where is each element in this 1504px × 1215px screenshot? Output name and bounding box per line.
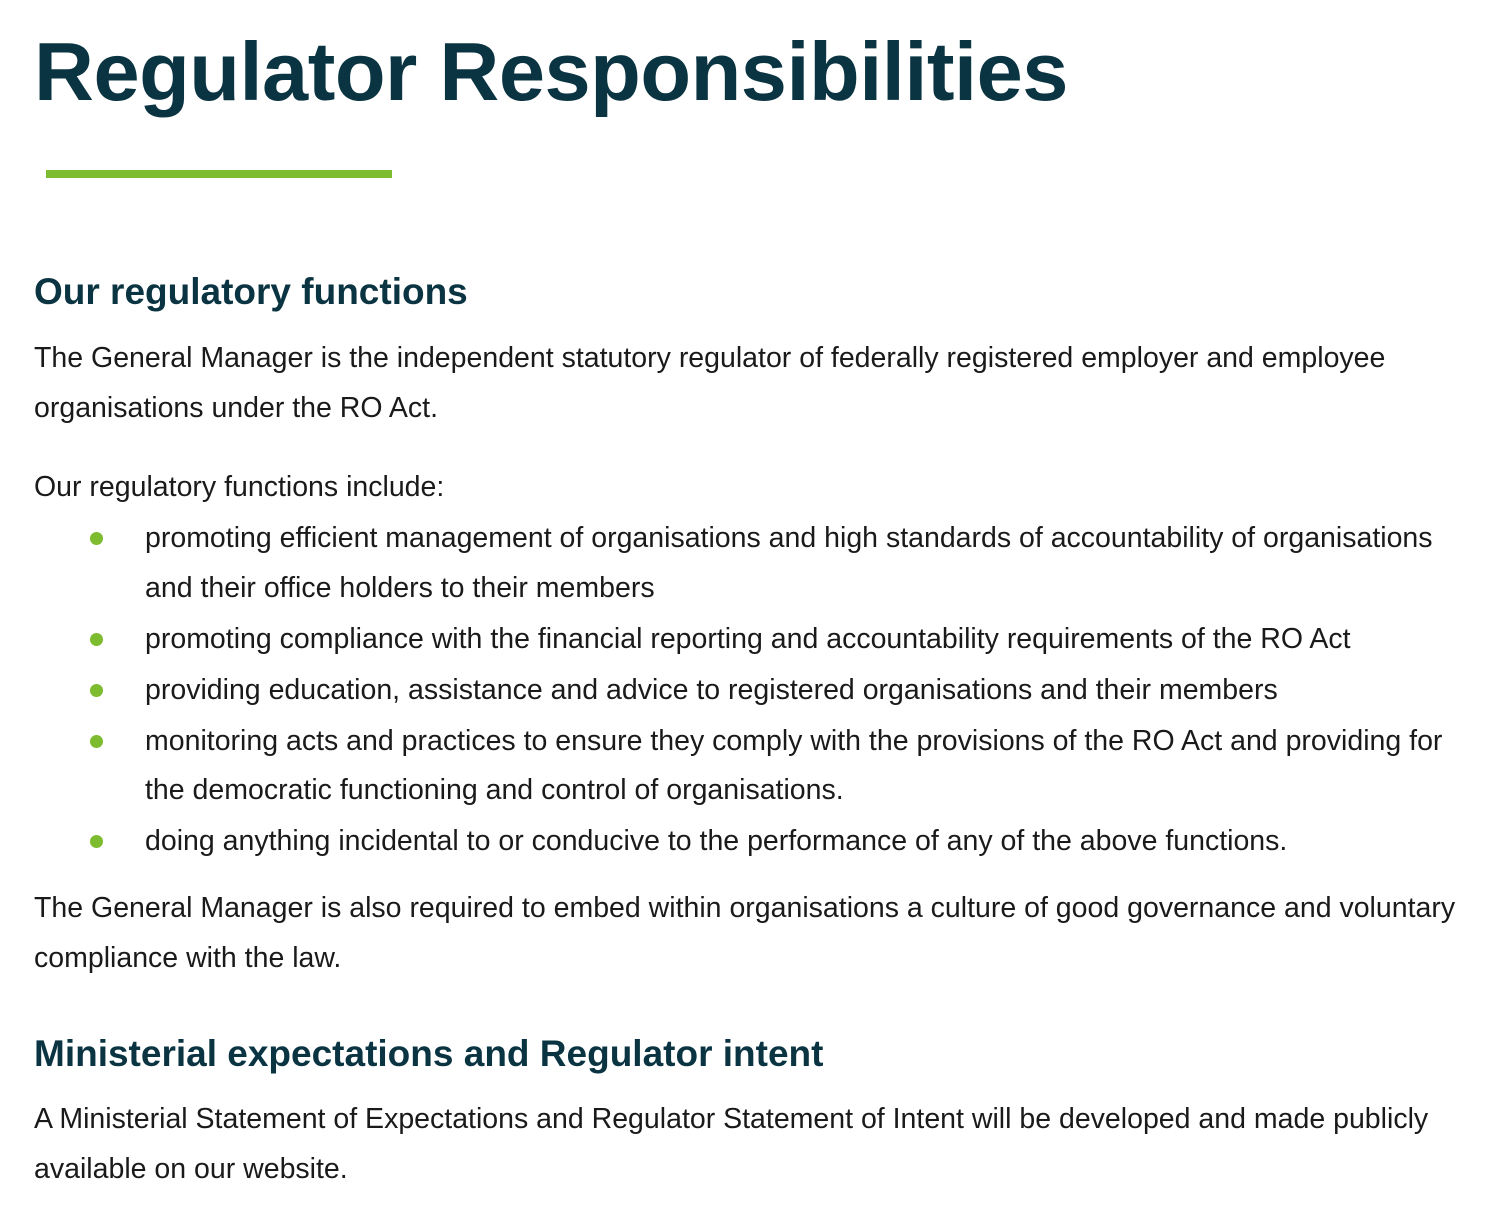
page-title: Regulator Responsibilities [34, 25, 1068, 118]
ministerial-paragraph: A Ministerial Statement of Expectations and Regulator Statement of Intent will be developed and made publicly available on our website. [34, 1103, 1429, 1185]
list-item [34, 666, 1484, 716]
bullet-icon [90, 532, 103, 545]
bullet-icon [90, 633, 103, 646]
section-heading-ministerial-expectations: Ministerial expectations and Regulator intent [34, 1033, 824, 1074]
list-item-text: providing education, assistance and advice to registered organisations and their members [145, 673, 1278, 706]
list-item-text: promoting compliance with the financial reporting and accountability requirements of the RO Act [145, 622, 1351, 655]
functions-list [34, 514, 1484, 868]
title-underline [46, 170, 392, 178]
list-item [34, 615, 1484, 665]
list-item-text: monitoring acts and practices to ensure they comply with the provisions of the RO Act and providing for the democratic functioning and control of organisations. [145, 724, 1443, 806]
list-intro: Our regulatory functions include: [34, 471, 445, 503]
list-item [34, 514, 1484, 613]
list-item [34, 817, 1484, 867]
intro-paragraph: The General Manager is the independent statutory regulator of federally registered employer and employee organisations under the RO Act. [34, 342, 1386, 424]
closing-paragraph: The General Manager is also required to embed within organisations a culture of good governance and voluntary compliance with the law. [34, 892, 1456, 974]
list-item-text: promoting efficient management of organisations and high standards of accountability of organisations and their office holders to their members [145, 522, 1433, 604]
list-item-text: doing anything incidental to or conducive to the performance of any of the above functions. [145, 825, 1288, 857]
bullet-icon [90, 735, 103, 748]
document-page [34, 0, 1484, 1185]
section-heading-regulatory-functions: Our regulatory functions [34, 271, 468, 312]
bullet-icon [90, 835, 103, 848]
list-item [34, 717, 1484, 816]
bullet-icon [90, 684, 103, 697]
